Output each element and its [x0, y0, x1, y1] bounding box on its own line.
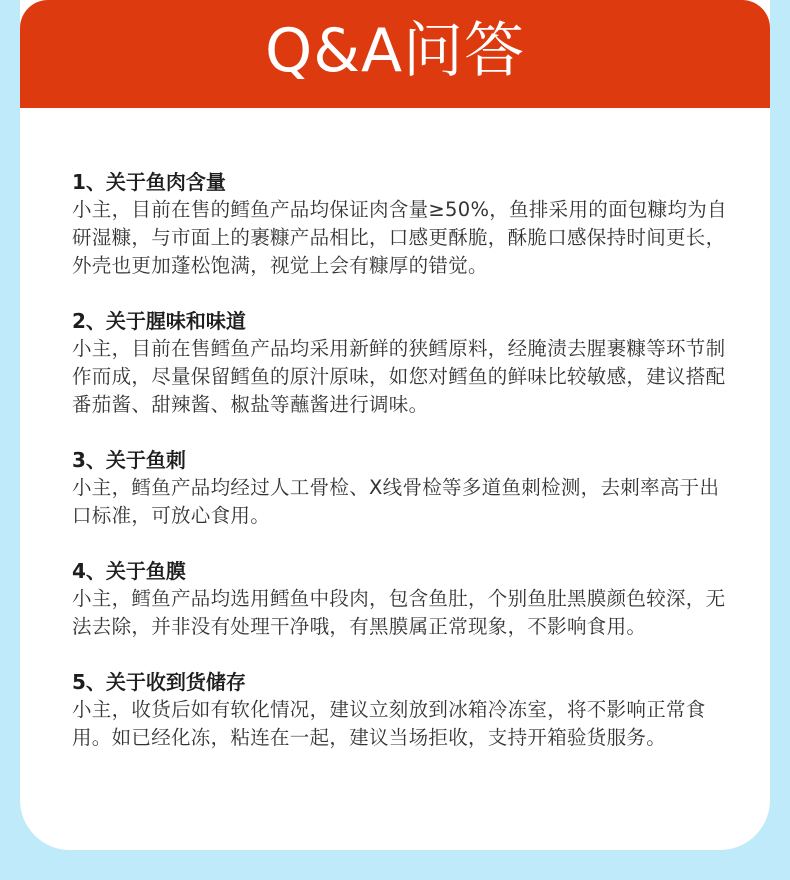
page-title: Q&A问答 [264, 16, 526, 86]
qa-item-storage [72, 668, 732, 752]
qa-answer: 小主，目前在售的鳕鱼产品均保证肉含量≥50%，鱼排采用的面包糠均为自研湿糠，与市面上的裹糠产品相比，口感更酥脆，酥脆口感保持时间更长，外壳也更加蓬松饱满，视觉上会有糠厚的错觉。 [72, 198, 727, 277]
qa-answer: 小主，鳕鱼产品均经过人工骨检、X线骨检等多道鱼刺检测，去刺率高于出口标准，可放心食用。 [72, 476, 720, 527]
qa-item-fish-membrane [72, 557, 732, 641]
qa-item-fishy-taste [72, 307, 732, 419]
qa-answer: 小主，目前在售鳕鱼产品均采用新鲜的狭鳕原料，经腌渍去腥裹糠等环节制作而成，尽量保留鳕鱼的原汁原味，如您对鳕鱼的鲜味比较敏感，建议搭配番茄酱、甜辣酱、椒盐等蘸酱进行调味。 [72, 337, 726, 416]
qa-item-meat-content [72, 168, 732, 280]
qa-item-fish-bones [72, 446, 732, 530]
qa-answer: 小主，鳕鱼产品均选用鳕鱼中段肉，包含鱼肚，个别鱼肚黑膜颜色较深，无法去除，并非没有处理干净哦，有黑膜属正常现象，不影响食用。 [72, 587, 726, 638]
qa-heading: 5、关于收到货储存 [72, 670, 246, 694]
qa-header [20, 0, 770, 108]
qa-answer: 小主，收货后如有软化情况，建议立刻放到冰箱冷冻室，将不影响正常食用。如已经化冻，粘连在一起，建议当场拒收，支持开箱验货服务。 [72, 698, 706, 749]
qa-heading: 2、关于腥味和味道 [72, 309, 246, 333]
qa-heading: 3、关于鱼刺 [72, 448, 186, 472]
qa-list [72, 168, 732, 779]
qa-heading: 4、关于鱼膜 [72, 559, 186, 583]
qa-heading: 1、关于鱼肉含量 [72, 170, 226, 194]
